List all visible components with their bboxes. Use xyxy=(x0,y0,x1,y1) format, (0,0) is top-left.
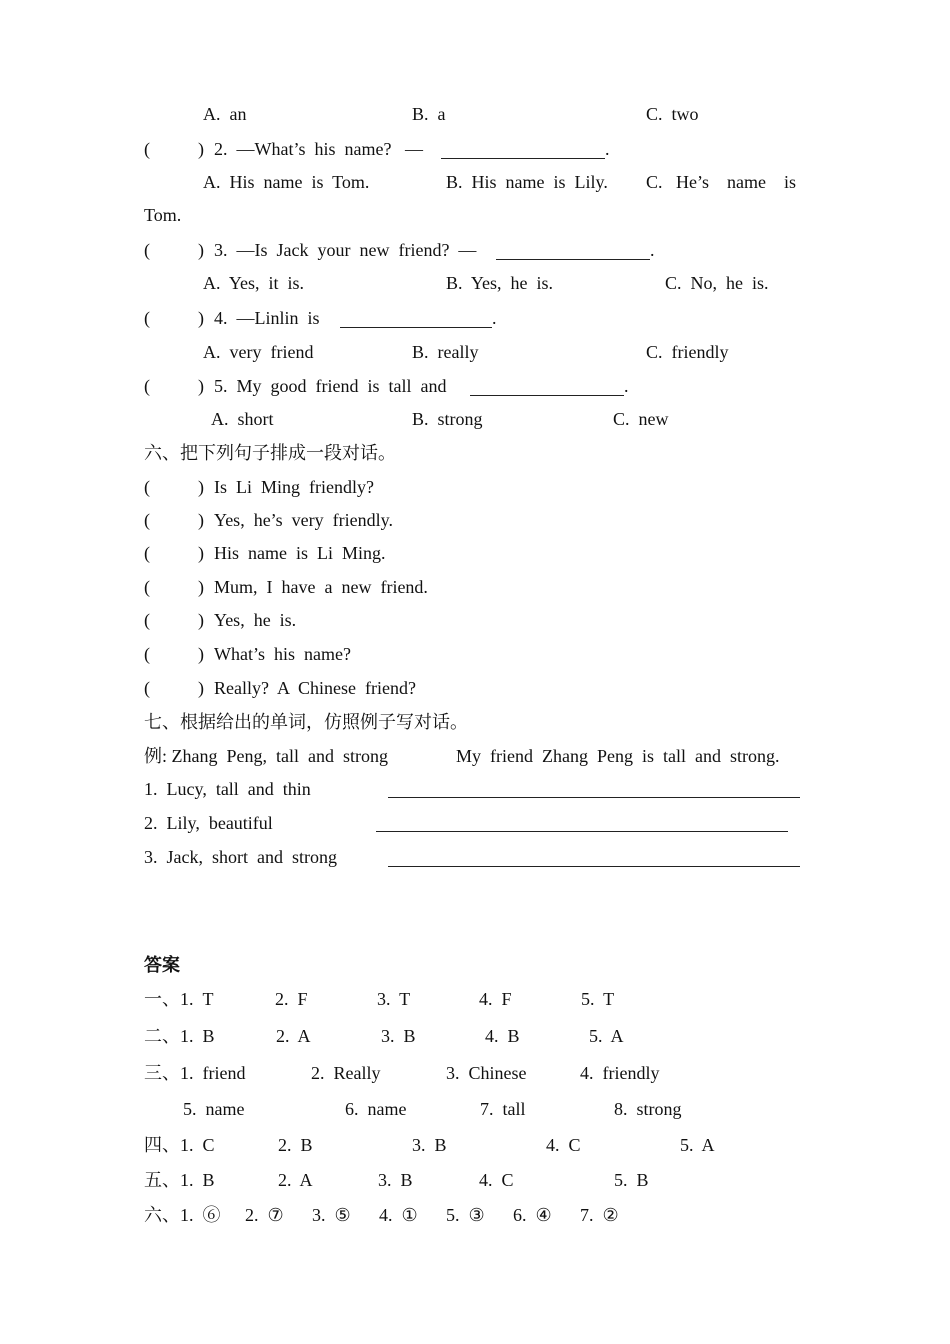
section7-title: 七、根据给出的单词，仿照例子写对话。 xyxy=(144,712,468,732)
q4-blank xyxy=(340,327,492,328)
s6-paren-open: ( xyxy=(144,610,150,630)
answer-row3-c4: 4. friendly xyxy=(580,1063,660,1083)
s6-paren-close: ) xyxy=(198,477,204,497)
q2-paren-close: ) xyxy=(198,139,204,159)
answer-row5-c4: 4. C xyxy=(479,1170,514,1190)
s6-paren-close: ) xyxy=(198,577,204,597)
q5-paren-close: ) xyxy=(198,376,204,396)
q5-end: . xyxy=(624,376,629,396)
s6-item: Yes, he’s very friendly. xyxy=(214,510,393,530)
answer-row3b-c4: 8. strong xyxy=(614,1099,682,1119)
s6-paren-open: ( xyxy=(144,577,150,597)
answer-row1-c5: 5. T xyxy=(581,989,615,1009)
answer-row5-c5: 5. B xyxy=(614,1170,649,1190)
answer-row3b-c2: 6. name xyxy=(345,1099,407,1119)
q5-stem: 5. My good friend is tall and xyxy=(214,376,447,396)
s7-answer-blank xyxy=(376,831,788,832)
answer-row6-c2: 2. ⑦ xyxy=(245,1205,284,1225)
answer-row4-c3: 3. B xyxy=(412,1135,447,1155)
answer-row2-c4: 4. B xyxy=(485,1026,520,1046)
answer-row2-label: 二、1. B xyxy=(144,1026,215,1046)
q4-option-c: C. friendly xyxy=(646,342,729,362)
q2-option-c: C. He’s name is xyxy=(646,172,796,192)
q2-option-b: B. His name is Lily. xyxy=(446,172,608,192)
q5-option-a: A. short xyxy=(211,409,274,429)
q4-paren-close: ) xyxy=(198,308,204,328)
q2-blank xyxy=(441,158,605,159)
answer-row5-label: 五、1. B xyxy=(144,1170,215,1190)
answer-row1-c2: 2. F xyxy=(275,989,308,1009)
s6-item: Yes, he is. xyxy=(214,610,297,630)
s6-paren-open: ( xyxy=(144,477,150,497)
answer-row6-c5: 5. ③ xyxy=(446,1205,485,1225)
answer-row4-c5: 5. A xyxy=(680,1135,715,1155)
q4-stem: 4. —Linlin is xyxy=(214,308,320,328)
s6-paren-close: ) xyxy=(198,543,204,563)
q2-option-c-cont: Tom. xyxy=(144,205,182,225)
answer-row6-c4: 4. ① xyxy=(379,1205,418,1225)
s7-answer-blank xyxy=(388,866,800,867)
q3-end: . xyxy=(650,240,655,260)
answer-row2-c5: 5. A xyxy=(589,1026,624,1046)
answer-row3-c3: 3. Chinese xyxy=(446,1063,527,1083)
answer-row3-label: 三、1. friend xyxy=(144,1063,246,1083)
q4-end: . xyxy=(492,308,497,328)
q5-paren-open: ( xyxy=(144,376,150,396)
answer-row2-c2: 2. A xyxy=(276,1026,311,1046)
q2-option-a: A. His name is Tom. xyxy=(203,172,370,192)
section6-title: 六、把下列句子排成一段对话。 xyxy=(144,443,396,463)
q4-option-b: B. really xyxy=(412,342,479,362)
answer-row3b-c1: 5. name xyxy=(183,1099,245,1119)
s6-paren-open: ( xyxy=(144,543,150,563)
answer-row5-c3: 3. B xyxy=(378,1170,413,1190)
s7-item: 1. Lucy, tall and thin xyxy=(144,779,311,799)
s6-paren-open: ( xyxy=(144,510,150,530)
answer-row5-c2: 2. A xyxy=(278,1170,313,1190)
q3-paren-close: ) xyxy=(198,240,204,260)
answer-row1-label: 一、1. T xyxy=(144,989,214,1009)
s6-paren-close: ) xyxy=(198,678,204,698)
s6-paren-close: ) xyxy=(198,510,204,530)
answer-row1-c4: 4. F xyxy=(479,989,512,1009)
s7-item: 2. Lily, beautiful xyxy=(144,813,273,833)
answer-row3-c2: 2. Really xyxy=(311,1063,381,1083)
q1-option-b: B. a xyxy=(412,104,446,124)
q3-stem: 3. —Is Jack your new friend? — xyxy=(214,240,477,260)
answer-row3b-c3: 7. tall xyxy=(480,1099,526,1119)
q5-blank xyxy=(470,395,624,396)
q2-end: . xyxy=(605,139,610,159)
q5-option-c: C. new xyxy=(613,409,669,429)
q3-paren-open: ( xyxy=(144,240,150,260)
q1-option-c: C. two xyxy=(646,104,699,124)
q4-paren-open: ( xyxy=(144,308,150,328)
s6-item: Really? A Chinese friend? xyxy=(214,678,416,698)
q1-option-a: A. an xyxy=(203,104,247,124)
s7-item: 3. Jack, short and strong xyxy=(144,847,337,867)
answer-row6-c7: 7. ② xyxy=(580,1205,619,1225)
q3-blank xyxy=(496,259,650,260)
q3-option-b: B. Yes, he is. xyxy=(446,273,554,293)
answer-row6-label: 六、1. ⑥ xyxy=(144,1205,221,1225)
q3-option-c: C. No, he is. xyxy=(665,273,769,293)
s7-example-answer: My friend Zhang Peng is tall and strong. xyxy=(456,746,780,766)
answer-row1-c3: 3. T xyxy=(377,989,411,1009)
answer-row6-c6: 6. ④ xyxy=(513,1205,552,1225)
answers-title: 答案 xyxy=(144,955,180,975)
s6-paren-open: ( xyxy=(144,678,150,698)
s7-example-label: 例: Zhang Peng, tall and strong xyxy=(144,746,388,766)
s6-item: Is Li Ming friendly? xyxy=(214,477,374,497)
q5-option-b: B. strong xyxy=(412,409,483,429)
answer-row6-c3: 3. ⑤ xyxy=(312,1205,351,1225)
answer-row4-c2: 2. B xyxy=(278,1135,313,1155)
q3-option-a: A. Yes, it is. xyxy=(203,273,305,293)
answer-row4-c4: 4. C xyxy=(546,1135,581,1155)
q2-paren-open: ( xyxy=(144,139,150,159)
q2-stem: 2. —What’s his name? — xyxy=(214,139,423,159)
s6-paren-close: ) xyxy=(198,610,204,630)
s6-item: His name is Li Ming. xyxy=(214,543,386,563)
answer-row4-label: 四、1. C xyxy=(144,1135,215,1155)
s6-paren-open: ( xyxy=(144,644,150,664)
s6-paren-close: ) xyxy=(198,644,204,664)
s6-item: What’s his name? xyxy=(214,644,351,664)
s6-item: Mum, I have a new friend. xyxy=(214,577,428,597)
answer-row2-c3: 3. B xyxy=(381,1026,416,1046)
q4-option-a: A. very friend xyxy=(203,342,314,362)
s7-answer-blank xyxy=(388,797,800,798)
